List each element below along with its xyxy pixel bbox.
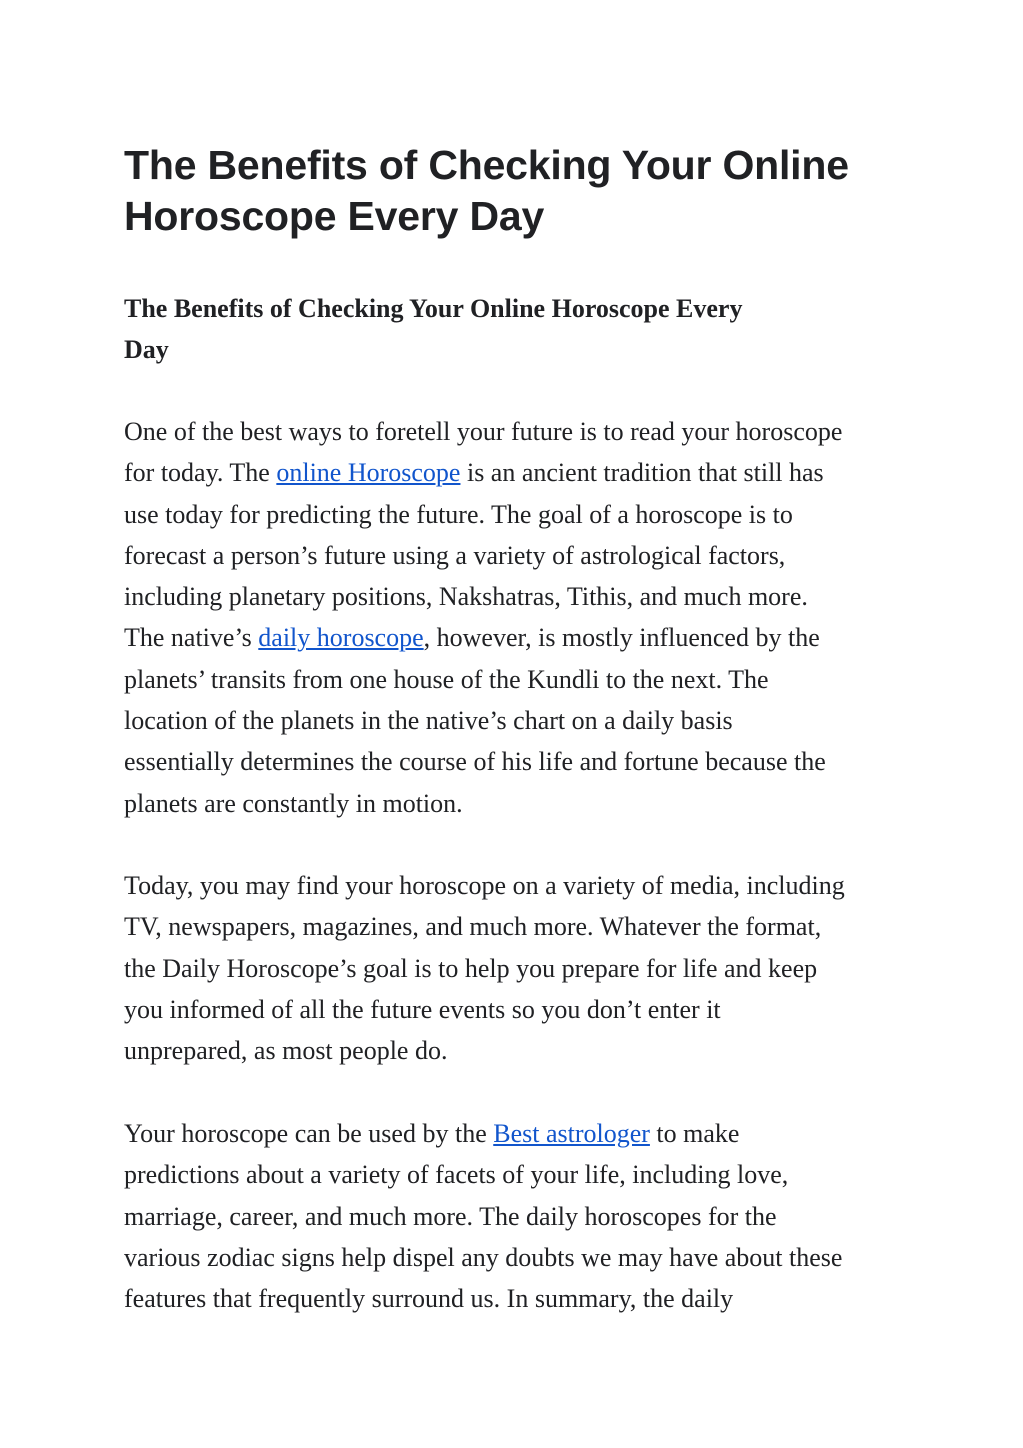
- title-line-1: The Benefits of Checking Your Online: [124, 142, 849, 188]
- p1-line-2a: for today. The: [124, 458, 277, 488]
- p3-line-4: various zodiac signs help dispel any doubts we may have about these: [124, 1242, 843, 1272]
- paragraph-2: [124, 865, 914, 1071]
- article-subtitle: [124, 288, 914, 370]
- p1-line-2b: is an ancient tradition that still has: [460, 458, 824, 488]
- p1-line-8: location of the planets in the native’s chart on a daily basis: [124, 706, 733, 736]
- paragraph-1: [124, 411, 914, 824]
- paragraph-3: [124, 1113, 914, 1319]
- p3-line-5: features that frequently surround us. In summary, the daily: [124, 1284, 734, 1314]
- subtitle-line-2: Day: [124, 335, 169, 364]
- p3-line-2: predictions about a variety of facets of your life, including love,: [124, 1160, 789, 1190]
- online-horoscope-link[interactable]: online Horoscope: [276, 458, 461, 488]
- p2-line-2: TV, newspapers, magazines, and much more. Whatever the format,: [124, 912, 822, 942]
- p2-line-3: the Daily Horoscope’s goal is to help you prepare for life and keep: [124, 953, 818, 983]
- p3-line-1a: Your horoscope can be used by the: [124, 1119, 494, 1148]
- p1-line-7: planets’ transits from one house of the Kundli to the next. The: [124, 664, 769, 694]
- p2-line-5: unprepared, as most people do.: [124, 1036, 448, 1066]
- p1-line-5: including planetary positions, Nakshatras, Tithis, and much more.: [124, 582, 808, 612]
- p1-line-4: forecast a person’s future using a variety of astrological factors,: [124, 540, 786, 570]
- subtitle-line-1: The Benefits of Checking Your Online Horoscope Every: [124, 294, 743, 323]
- p1-line-3: use today for predicting the future. The goal of a horoscope is to: [124, 499, 793, 529]
- p2-line-4: you informed of all the future events so you don’t enter it: [124, 994, 721, 1024]
- p3-line-3: marriage, career, and much more. The daily horoscopes for the: [124, 1201, 777, 1231]
- title-line-2: Horoscope Every Day: [124, 193, 545, 239]
- p2-line-1: Today, you may find your horoscope on a variety of media, including: [124, 871, 845, 900]
- p1-line-9: essentially determines the course of his life and fortune because the: [124, 747, 826, 777]
- p1-line-10: planets are constantly in motion.: [124, 788, 463, 818]
- p1-line-1: One of the best ways to foretell your future is to read your horoscope: [124, 417, 843, 446]
- daily-horoscope-link[interactable]: daily horoscope: [258, 623, 424, 653]
- p1-line-6b: , however, is mostly influenced by the: [423, 623, 820, 653]
- page-title: [124, 140, 914, 242]
- p1-line-6a: The native’s: [124, 623, 259, 653]
- p3-line-1b: to make: [649, 1119, 740, 1148]
- article-content: [124, 140, 914, 1314]
- best-astrologer-link[interactable]: Best astrologer: [493, 1119, 650, 1148]
